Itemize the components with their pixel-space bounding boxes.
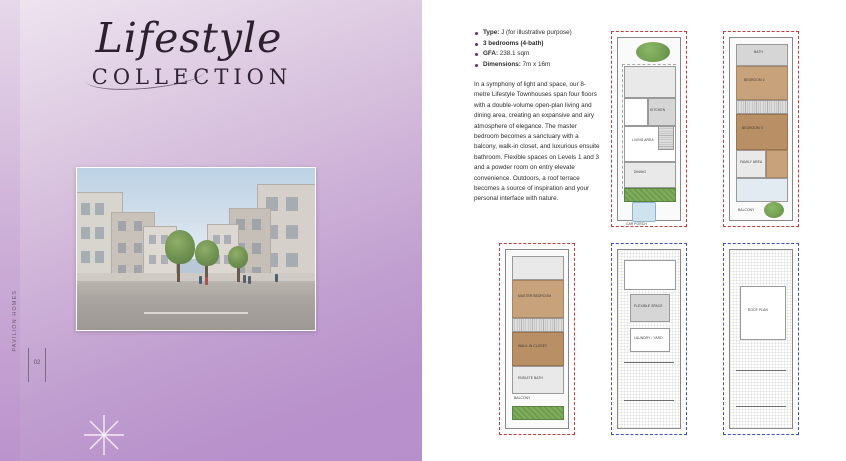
spec-value: 7m x 16m [520,60,551,68]
room-block [630,328,670,352]
street-tree [165,230,195,264]
dimension-line [622,64,676,65]
spec-value: J (for illustrative purpose) [499,29,572,36]
brand-sub-wordmark: COLLECTION [91,65,293,89]
room-block [736,44,788,66]
spec-item-dimensions [474,60,602,71]
room-label: KITCHEN [650,108,666,112]
plan-drawing [729,249,793,429]
spec-text-column [474,28,602,211]
room-block [624,98,648,126]
room-label: BEDROOM 2 [744,78,765,82]
street-tree [195,240,219,266]
landscape-planting [764,202,784,218]
spec-label: Dimensions: [483,60,521,68]
spec-label: GFA: [483,50,499,57]
pedestrian-figure [199,276,202,284]
wall-line [624,400,674,401]
staircase [658,126,674,150]
plan-drawing [617,37,681,226]
room-block [630,294,670,322]
room-block [624,162,676,188]
room-block [512,256,564,280]
room-label: FLEXIBLE SPACE [634,304,663,308]
spec-label: Type: [483,29,500,36]
room-block [736,66,788,100]
room-label: DINING [634,170,647,174]
dimension-line [622,64,623,194]
wall-line [624,362,674,363]
floor-plan-roof [720,240,802,438]
floor-plan-level-1 [608,28,690,230]
room-block [736,150,766,178]
page-number-mark [28,348,46,382]
road-marking [144,312,249,314]
staircase [512,318,564,332]
hero-streetscape-photo [76,167,316,331]
room-label: WALK-IN CLOSET [518,344,548,348]
room-label: MASTER BEDROOM [518,294,552,298]
room-label: BATH [754,50,763,54]
spec-value: 238.1 sqm [498,50,530,57]
room-label: CAR PORCH [626,222,647,226]
staircase [736,100,788,114]
pedestrian-figure [243,275,246,283]
room-block [648,98,676,126]
room-block [624,260,676,290]
wall-line [736,406,786,407]
brand-script-wordmark: Lifestyle [95,14,283,62]
pedestrian-figure [275,274,278,282]
room-block [740,286,786,340]
left-page [0,0,422,461]
room-label: BEDROOM 3 [742,126,763,130]
road-surface [77,281,315,330]
room-label: FAMILY AREA [740,160,763,164]
room-label: LIVING AREA [632,138,654,142]
page-edge-strip [0,0,20,461]
room-block [624,66,676,98]
spec-item-bedrooms [474,39,602,50]
landscape-strip [512,406,564,420]
room-block [736,114,788,150]
spine-label: PAVILION HOMES [12,290,18,352]
sidewalk [77,273,315,281]
floor-plan-level-2 [720,28,802,230]
room-label: BALCONY [514,396,531,400]
tree-trunk [237,266,240,282]
room-block [766,150,788,178]
garden-strip [624,188,676,202]
room-block [512,366,564,394]
spec-item-type [474,28,602,39]
spec-item-gfa [474,49,602,60]
pedestrian-figure [205,277,208,285]
spec-label: 3 bedrooms (4-bath) [483,39,544,47]
floor-plan-level-3 [496,240,578,438]
floor-plan-roof-terrace [608,240,690,438]
garden-planting [636,42,670,62]
room-block [512,332,564,366]
plan-drawing [617,249,681,429]
room-label: LAUNDRY / YARD [634,336,663,340]
sparkle-icon [82,413,126,457]
room-block [512,280,564,318]
room-label: BALCONY [738,208,755,212]
pedestrian-figure [248,276,251,284]
wall-line [736,370,786,371]
plan-drawing [729,37,793,221]
pool [632,202,656,222]
street-tree [228,246,248,268]
plan-drawing [505,249,569,429]
room-label: ROOF PLAN [748,308,768,312]
right-page [422,0,846,461]
room-block [736,178,788,202]
description-paragraph: In a symphony of light and space, our 8-metre Lifestyle Townhouses span four floors with a double-volume open-plan living and dining area, creating an expansive and airy atmosphere of elegance. The master bedroom becomes a sanctuary with a balcony, walk-in closet, and luxurious ensuite bathroom. Flexible spaces on Levels 1 and 3 and a powder room on entry elevate convenience. Outdoors, a roof terrace becomes a source of inspiration and your personal interface with nature. [474,81,600,203]
room-label: ENSUITE BATH [518,376,543,380]
page-number: 02 [33,360,41,366]
spec-list [474,28,602,70]
